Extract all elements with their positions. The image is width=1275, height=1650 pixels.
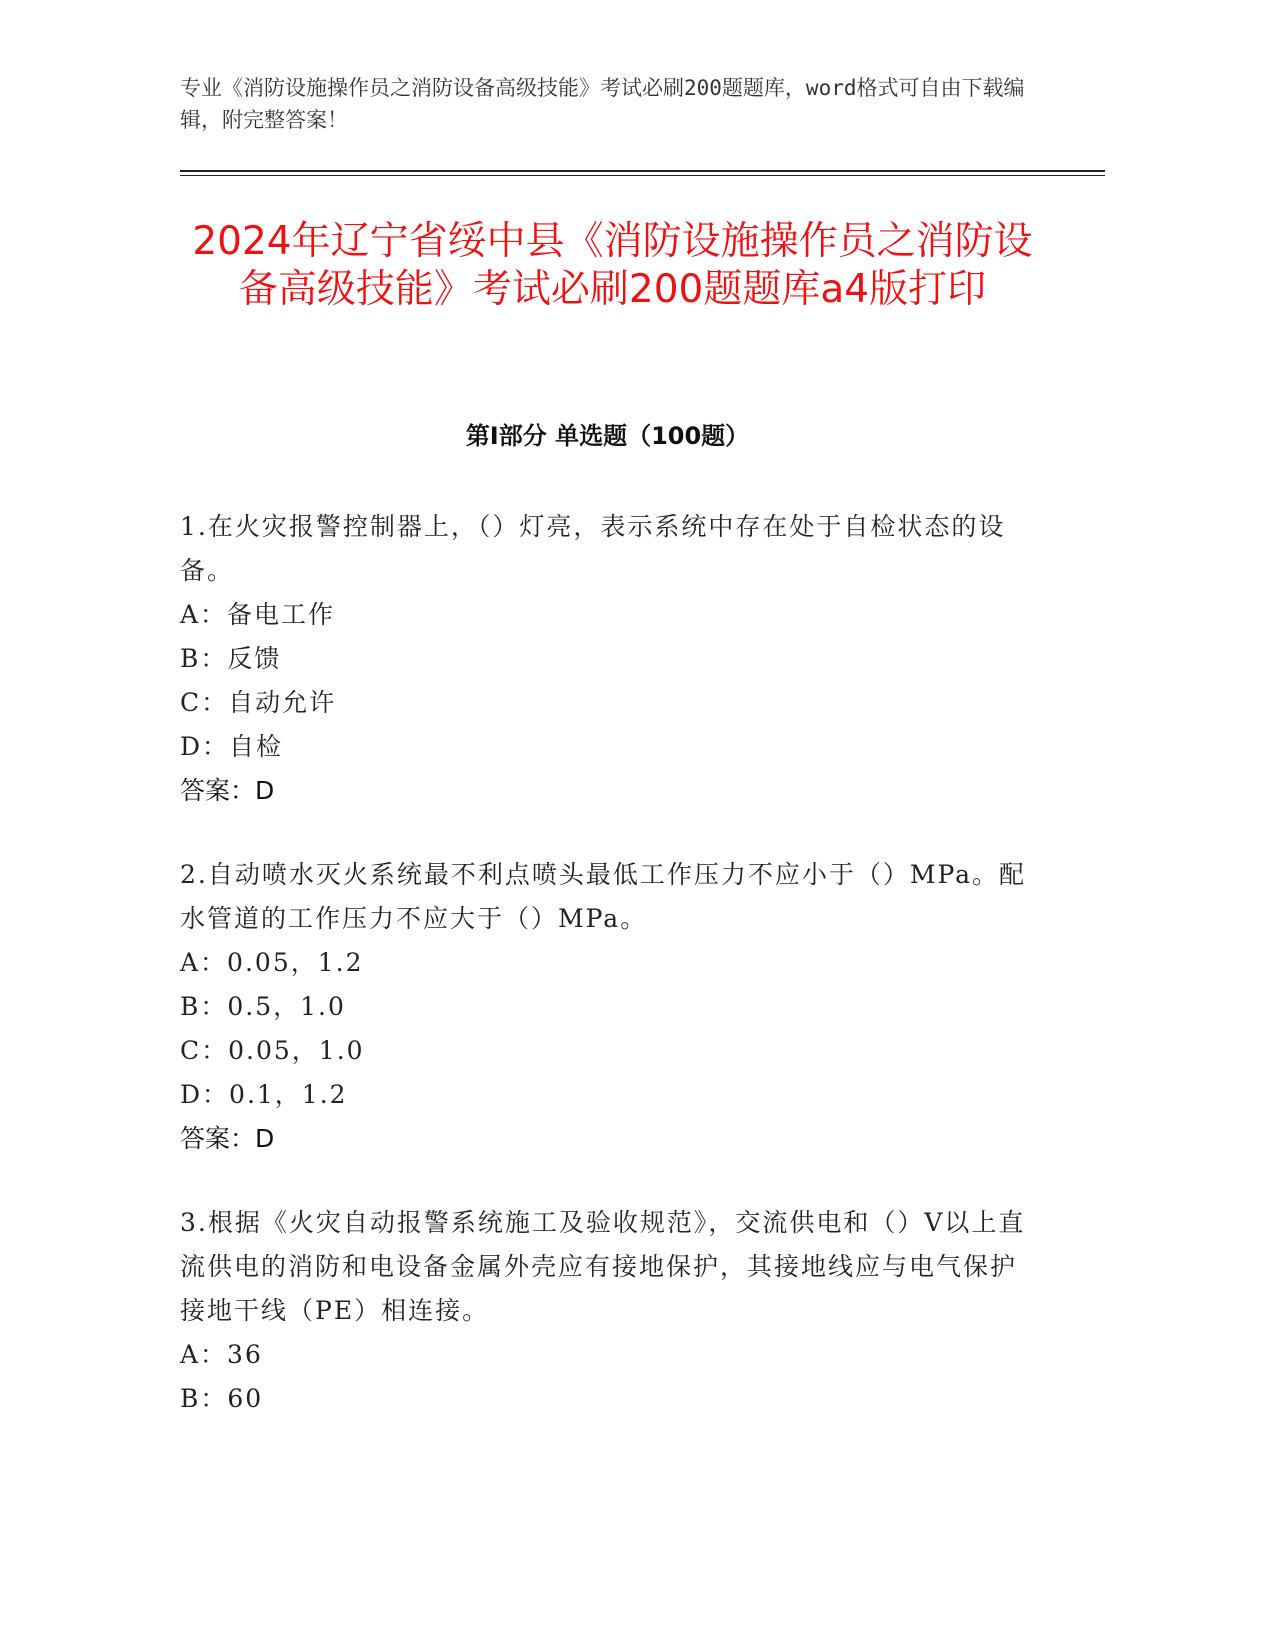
option-d: D：自检: [180, 732, 284, 761]
question-list: [180, 505, 1040, 1461]
answer: 答案：D: [180, 1124, 275, 1153]
answer: 答案：D: [180, 776, 275, 805]
question-1: [180, 505, 1040, 813]
option-a: A：0.05，1.2: [180, 948, 364, 977]
option-d: D：0.1，1.2: [180, 1080, 348, 1109]
document-title: 2024年辽宁省绥中县《消防设施操作员之消防设备高级技能》考试必刷200题题库a4版打印: [192, 219, 1033, 312]
question-stem: 3.根据《火灾自动报警系统施工及验收规范》，交流供电和（）V以上直流供电的消防和电设备金属外壳应有接地保护，其接地线应与电气保护接地干线（PE）相连接。: [180, 1208, 1026, 1325]
option-b: B：反馈: [180, 644, 282, 673]
header-note: 专业《消防设施操作员之消防设备高级技能》考试必刷200题题库，word格式可自由下载编辑，附完整答案！: [180, 76, 1025, 132]
header-divider-thin: [180, 175, 1105, 176]
question-3: [180, 1201, 1040, 1421]
header-divider-thick: [180, 170, 1105, 172]
option-b: B：60: [180, 1384, 264, 1413]
option-c: C：0.05，1.0: [180, 1036, 365, 1065]
question-stem: 1.在火灾报警控制器上，（）灯亮，表示系统中存在处于自检状态的设备。: [180, 512, 1006, 585]
question-stem: 2.自动喷水灭火系统最不利点喷头最低工作压力不应小于（）MPa。配水管道的工作压力不应大于（）MPa。: [180, 860, 1027, 933]
section-title: 第I部分 单选题（100题）: [465, 422, 750, 450]
option-a: A：备电工作: [180, 600, 336, 629]
option-a: A：36: [180, 1340, 263, 1369]
option-c: C：自动允许: [180, 688, 337, 717]
question-2: [180, 853, 1040, 1161]
option-b: B：0.5，1.0: [180, 992, 346, 1021]
